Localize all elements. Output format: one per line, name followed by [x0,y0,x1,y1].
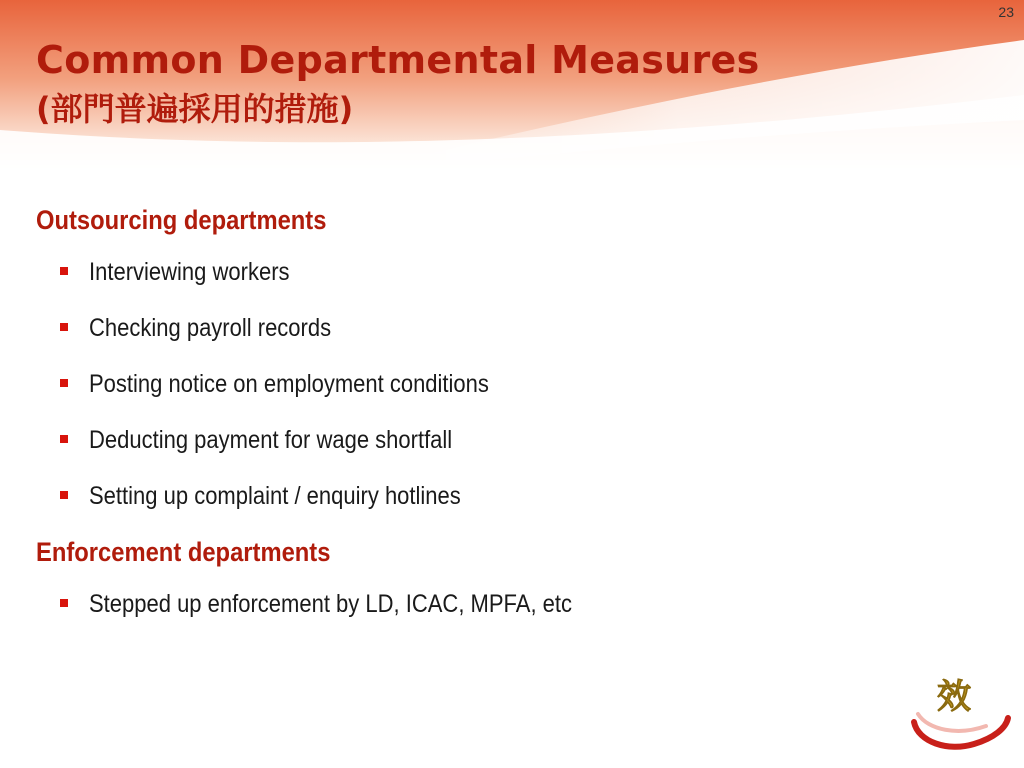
efficiency-logo-icon [908,670,1012,754]
slide-content [36,196,936,636]
bullet-item [36,468,936,524]
bullet-square-icon [60,435,68,443]
bullet-square-icon [60,491,68,499]
bullet-list-enforcement [36,576,936,632]
section-heading-enforcement: Enforcement departments [36,537,331,567]
title-chinese: (部門普遍採用的措施) [36,90,354,128]
bullet-square-icon [60,599,68,607]
bullet-item [36,576,936,632]
bullet-text: Deducting payment for wage shortfall [89,425,453,454]
section-heading-outsourcing: Outsourcing departments [36,205,327,235]
bullet-text: Setting up complaint / enquiry hotlines [89,481,461,510]
bullet-square-icon [60,267,68,275]
logo-glyph: 效 [937,677,971,717]
bullet-item [36,412,936,468]
bullet-text: Posting notice on employment conditions [89,369,489,398]
bullet-text: Checking payroll records [89,313,332,342]
bullet-square-icon [60,379,68,387]
bullet-text: Interviewing workers [89,257,290,286]
bullet-square-icon [60,323,68,331]
bullet-list-outsourcing [36,244,936,524]
page-number: 23 [998,4,1014,20]
bullet-item [36,300,936,356]
bullet-item [36,244,936,300]
slide-title [36,34,936,132]
bullet-text: Stepped up enforcement by LD, ICAC, MPFA, etc [89,589,573,618]
bullet-item [36,356,936,412]
title-english: Common Departmental Measures [36,38,760,82]
